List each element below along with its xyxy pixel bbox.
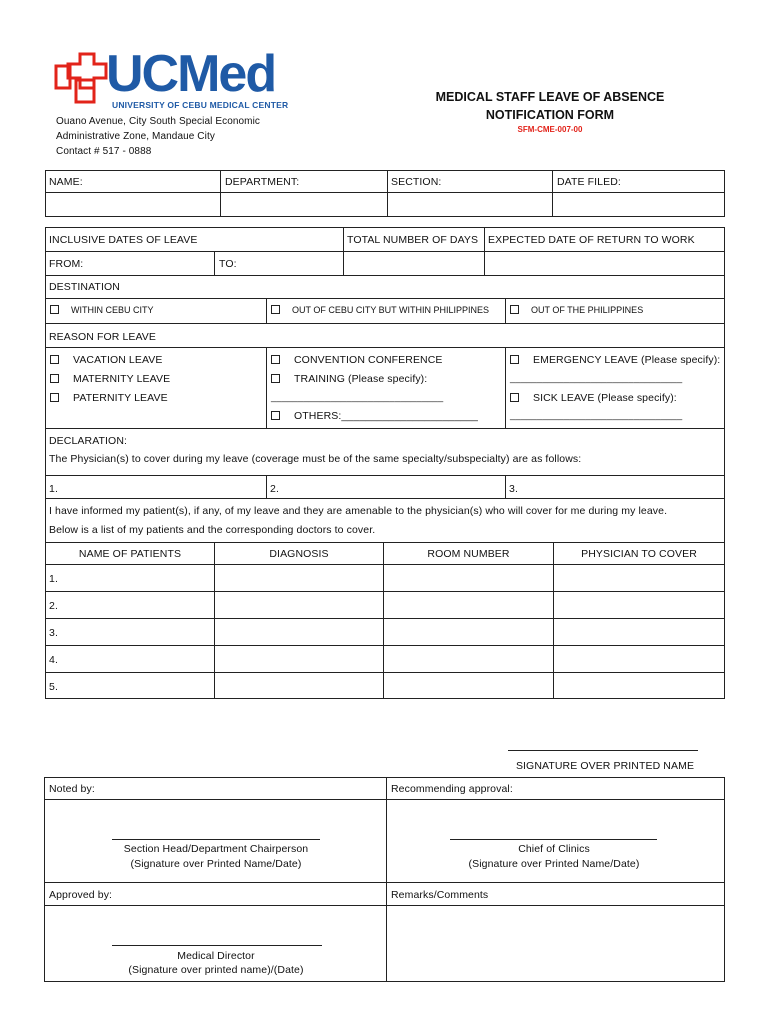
section-head-subtitle: (Signature over Printed Name/Date) — [130, 858, 302, 870]
checkbox-icon — [510, 393, 519, 402]
name-label: NAME: — [49, 176, 83, 188]
recommending-approval-label: Recommending approval: — [391, 783, 513, 795]
section-head-signature-line[interactable] — [112, 839, 320, 840]
from-date-field[interactable] — [90, 252, 214, 275]
department-field[interactable] — [221, 193, 387, 216]
emergency-specify-line[interactable]: ________________________________ — [510, 373, 683, 384]
checkbox-icon — [50, 374, 59, 383]
director-signature-line[interactable] — [112, 945, 322, 946]
covering-physician-1[interactable]: 1. — [49, 483, 58, 495]
checkbox-icon — [50, 305, 59, 314]
checkbox-icon — [50, 393, 59, 402]
destination-option-outside-philippines[interactable]: OUT OF THE PHILIPPINES — [510, 305, 643, 315]
section-field[interactable] — [388, 193, 552, 216]
logo-subtitle: UNIVERSITY OF CEBU MEDICAL CENTER — [112, 100, 289, 110]
address-line-3: Contact # 517 - 0888 — [56, 146, 152, 157]
covering-physician-3[interactable]: 3. — [509, 483, 518, 495]
address-line-1: Ouano Avenue, City South Special Economic — [56, 116, 261, 127]
table-row[interactable]: 1. — [49, 573, 58, 585]
checkbox-icon — [510, 355, 519, 364]
covering-physician-2[interactable]: 2. — [270, 483, 279, 495]
remarks-field[interactable] — [387, 906, 724, 981]
section-head-title: Section Head/Department Chairperson — [123, 843, 309, 855]
reason-emergency-leave[interactable]: EMERGENCY LEAVE (Please specify): — [510, 354, 720, 366]
reason-vacation-leave[interactable]: VACATION LEAVE — [50, 354, 163, 366]
checkbox-icon — [50, 355, 59, 364]
remarks-label: Remarks/Comments — [391, 889, 489, 901]
to-date-field[interactable] — [236, 252, 343, 275]
chief-of-clinics-title: Chief of Clinics — [518, 843, 590, 855]
reason-sick-leave[interactable]: SICK LEAVE (Please specify): — [510, 392, 677, 404]
table-row[interactable]: 4. — [49, 654, 58, 666]
col-header-patient-name: NAME OF PATIENTS — [78, 548, 182, 560]
name-field[interactable] — [46, 193, 220, 216]
reason-label: REASON FOR LEAVE — [49, 331, 157, 343]
checkbox-icon — [271, 355, 280, 364]
applicant-signature-line[interactable] — [508, 750, 698, 751]
total-days-label: TOTAL NUMBER OF DAYS — [347, 234, 479, 246]
total-days-field[interactable] — [344, 252, 484, 275]
medical-director-subtitle: (Signature over printed name)/(Date) — [128, 964, 304, 976]
checkbox-icon — [271, 305, 280, 314]
sick-specify-line[interactable]: ________________________________ — [510, 410, 683, 421]
inclusive-dates-label: INCLUSIVE DATES OF LEAVE — [49, 234, 198, 246]
destination-option-within-cebu[interactable]: WITHIN CEBU CITY — [50, 305, 154, 315]
table-row[interactable]: 3. — [49, 627, 58, 639]
destination-label: DESTINATION — [49, 281, 120, 293]
destination-option-within-philippines[interactable]: OUT OF CEBU CITY BUT WITHIN PHILIPPINES — [271, 305, 489, 315]
form-code: SFM-CME-007-00 — [517, 125, 583, 134]
medical-director-title: Medical Director — [177, 950, 255, 962]
declaration-text: The Physician(s) to cover during my leave (coverage must be of the same specialty/subspecialty) are as follows: — [49, 453, 582, 465]
reason-paternity-leave[interactable]: PATERNITY LEAVE — [50, 392, 168, 404]
col-header-diagnosis: DIAGNOSIS — [269, 548, 329, 560]
applicant-signature-label: SIGNATURE OVER PRINTED NAME — [515, 760, 695, 772]
reason-others[interactable]: OTHERS:_______________________ — [271, 410, 478, 422]
return-date-field[interactable] — [485, 252, 724, 275]
form-title-line-1: MEDICAL STAFF LEAVE OF ABSENCE — [435, 90, 665, 104]
col-header-room-number: ROOM NUMBER — [427, 548, 510, 560]
reason-training[interactable]: TRAINING (Please specify): — [271, 373, 427, 385]
address-line-2: Administrative Zone, Mandaue City — [56, 131, 215, 142]
approved-by-label: Approved by: — [49, 889, 113, 901]
form-title-line-2: NOTIFICATION FORM — [485, 108, 615, 122]
section-label: SECTION: — [391, 176, 442, 188]
date-filed-label: DATE FILED: — [557, 176, 621, 188]
expected-return-label: EXPECTED DATE OF RETURN TO WORK — [488, 234, 695, 246]
logo-wordmark: UCMed — [106, 45, 276, 103]
date-filed-field[interactable] — [553, 193, 724, 216]
chief-signature-line[interactable] — [450, 839, 657, 840]
checkbox-icon — [510, 305, 519, 314]
department-label: DEPARTMENT: — [225, 176, 300, 188]
table-row[interactable]: 2. — [49, 600, 58, 612]
training-specify-line[interactable]: ________________________________ — [271, 392, 444, 403]
ucmed-logo — [54, 45, 314, 114]
reason-maternity-leave[interactable]: MATERNITY LEAVE — [50, 373, 170, 385]
declaration-label: DECLARATION: — [49, 435, 128, 447]
checkbox-icon — [271, 374, 280, 383]
informed-statement-2: Below is a list of my patients and the corresponding doctors to cover. — [49, 524, 376, 536]
chief-of-clinics-subtitle: (Signature over Printed Name/Date) — [468, 858, 640, 870]
informed-statement-1: I have informed my patient(s), if any, of my leave and they are amenable to the physician(s) who will cover for me during my leave. — [49, 505, 668, 517]
col-header-physician-to-cover: PHYSICIAN TO COVER — [581, 548, 697, 560]
table-row[interactable]: 5. — [49, 681, 58, 693]
reason-convention-conference[interactable]: CONVENTION CONFERENCE — [271, 354, 443, 366]
to-label: TO: — [219, 258, 237, 270]
from-label: FROM: — [49, 258, 84, 270]
checkbox-icon — [271, 411, 280, 420]
noted-by-label: Noted by: — [49, 783, 95, 795]
